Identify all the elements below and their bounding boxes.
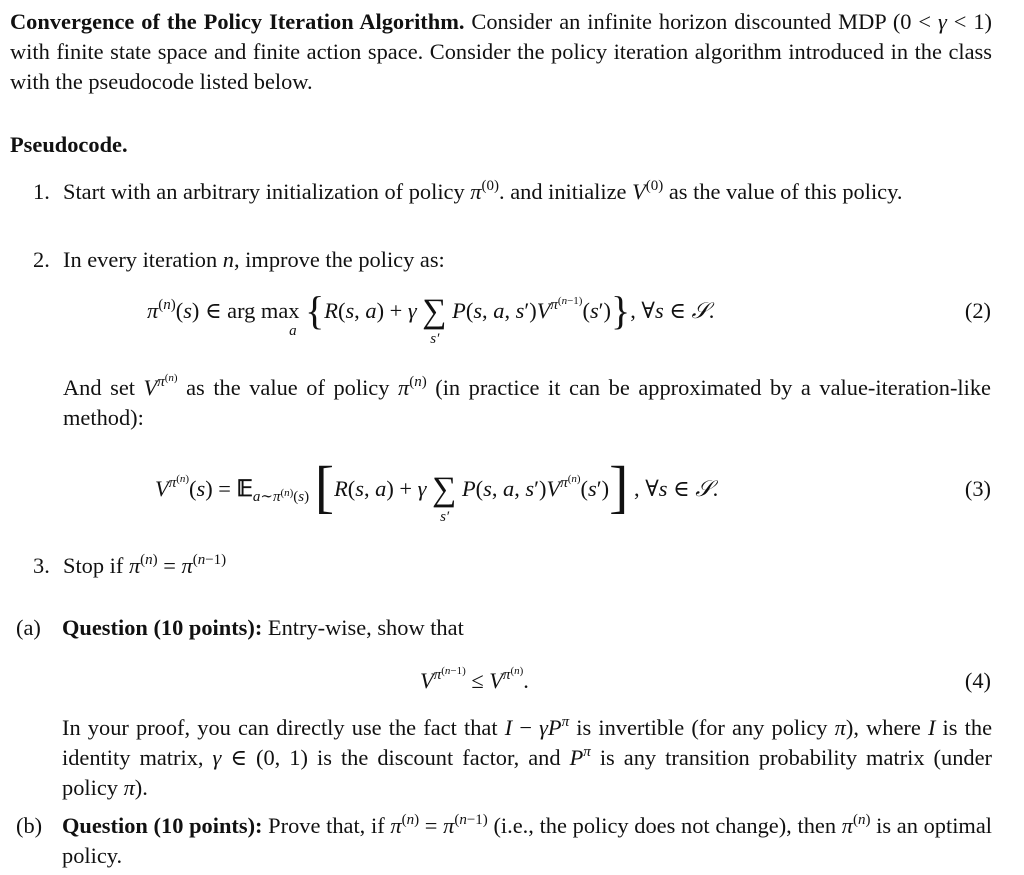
step-1-text: Start with an arbitrary initialization of policy $\pi^{(0)}$. and initialize $V^{(0)}$ as the value of this policy. (63, 178, 903, 204)
question-a-label: (a) (16, 615, 41, 640)
question-b-label: (b) (16, 813, 43, 838)
proof-note-text: In your proof, you can directly use the fact that $I - \gamma P^\pi$ is invertible (for any policy π), where I is the identity matrix, γ ∈ (0, 1) is the discount factor, and $P^\pi$ is any transition probability matrix (under policy π). (62, 714, 993, 800)
pseudocode-heading: Pseudocode. (10, 132, 128, 157)
equation-2-formula: $\pi^{(n)}(s)$ ∈ arg max a {R(s, a) + γ ∑ s′ P(s, a, $s')V^{\pi^{(n-1)}}(s')$}, ∀s ∈ 𝒮. (147, 288, 715, 347)
equation-3 (0, 454, 1024, 525)
equation-3-number: (3) (964, 476, 991, 501)
step-1-number: 1. (33, 179, 50, 204)
pseudocode-step-1 (33, 177, 991, 207)
equation-4 (0, 660, 1024, 720)
question-b-title: Question (10 points): (62, 813, 263, 838)
step-3-text: Stop if $\pi^{(n)} = \pi^{(n-1)}$ (63, 552, 227, 578)
step-2-number: 2. (33, 247, 50, 272)
intro-paragraph: Convergence of the Policy Iteration Algorithm. Consider an infinite horizon discounted MDP (0 < γ < 1) with finite state space and finite action space. Consider the policy iteration algorithm introduced in the class with the pseudocode listed below. (10, 9, 992, 94)
step-2-text: In every iteration n, improve the policy as: (63, 247, 445, 272)
pseudocode-step-2 (33, 245, 991, 275)
question-a-text: Entry-wise, show that (267, 615, 464, 640)
equation-2 (0, 290, 1024, 350)
question-a-proof-note (16, 713, 992, 803)
equation-4-number: (4) (964, 668, 991, 693)
question-a-prompt (62, 613, 992, 643)
question-a (16, 613, 992, 643)
step-3-number: 3. (33, 553, 50, 578)
question-b (16, 811, 992, 871)
pseudocode-step-2-continued (33, 373, 991, 433)
step-2b-text: And set $V^{\pi^{(n)}}$ as the value of policy $\pi^{(n)}$ (in practice it can be approximated by a value-iteration-like method): (63, 372, 991, 430)
equation-4-formula: $V^{\pi^{(n-1)}} \le V^{\pi^{(n)}}$. (420, 665, 529, 693)
intro-heading: Convergence of the Policy Iteration Algorithm. (10, 9, 465, 34)
pseudocode-step-3 (33, 551, 991, 581)
equation-2-number: (2) (964, 298, 991, 323)
equation-3-formula: $V^{\pi^{(n)}}(s)$ = 𝔼$_{a\sim\pi^{(n)}(s)}$ [R(s, a) + γ ∑ s′ P(s, a, $s')V^{\pi^{(n)}}(s')$] , ∀s ∈ 𝒮. (155, 454, 719, 525)
question-a-title: Question (10 points): (62, 615, 263, 640)
question-b-prompt: Question (10 points): Prove that, if $\pi^{(n)} = \pi^{(n-1)}$ (i.e., the policy does not change), then $\pi^{(n)}$ is an optimal policy. (62, 812, 992, 868)
